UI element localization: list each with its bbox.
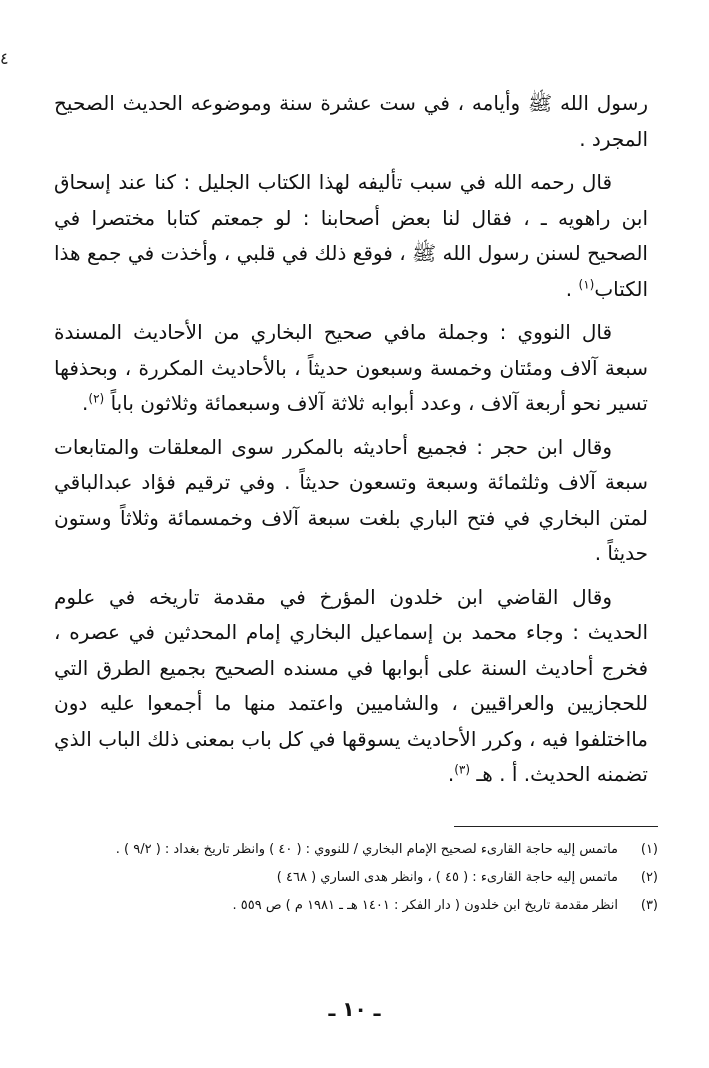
- footnote-number: (٣): [640, 898, 658, 913]
- footnote-number: (١): [640, 842, 658, 857]
- paragraph-5-tail: .: [447, 762, 455, 786]
- paragraph-2-tail: .: [565, 276, 579, 301]
- footnote-1: [54, 836, 658, 864]
- paragraph-4: [54, 430, 648, 572]
- footnote-3: [54, 892, 658, 920]
- footnotes: [54, 836, 658, 920]
- paragraph-2: [54, 165, 648, 307]
- main-text: [54, 86, 648, 793]
- footnote-text: انظر مقدمة تاريخ ابن خلدون ( دار الفكر : ١٤٠١ هـ ـ ١٩٨١ م ) ص ٥٥٩ .: [232, 898, 618, 913]
- footnote-text: ماتمس إليه حاجة القارىء : ( ٤٥ ) ، وانظر هدى الساري ( ٤٦٨ ): [276, 870, 618, 885]
- paragraph-5-text: وقال القاضي ابن خلدون المؤرخ في مقدمة تاريخه في علوم الحديث : وجاء محمد بن إسماعيل البخاري إمام المحدثين في عصره ، فخرج أحاديث السنة على أبوابها في مسنده الصحيح بجميع الطرق التي للحجازيين والعراقيين ، والشاميين واعتمد منها ما أجمعوا عليه دون مااختلفوا فيه ، وكرر الأحاديث يسوقها في كل باب بمعنى ذلك الباب الذي تضمنه الحديث. أ . هـ: [54, 584, 648, 786]
- footnote-ref-3[interactable]: (٣): [454, 762, 471, 777]
- footnote-text: ماتمس إليه حاجة القارىء لصحيح الإمام البخاري / للنووي : ( ٤٠ ) وانظر تاريخ بغداد : ( ٩/٢ ) .: [115, 842, 618, 857]
- footnote-2: [54, 864, 658, 892]
- paragraph-3-text: قال النووي : وجملة مافي صحيح البخاري من الأحاديث المسندة سبعة آلاف ومئتان وخمسة وسبعون حديثاً ، بالأحاديث المكررة ، وبحذفها تسير نحو أربعة آلاف ، وعدد أبوابه ثلاثة آلاف وسبعمائة وثلاثون باباً: [54, 320, 648, 415]
- edge-mark: ٤: [0, 49, 9, 68]
- paragraph-3: [54, 315, 648, 422]
- footnote-number: (٢): [640, 870, 658, 885]
- footnote-ref-2[interactable]: (٢): [88, 391, 105, 406]
- paragraph-2-text: قال رحمه الله في سبب تأليفه لهذا الكتاب الجليل : كنا عند إسحاق ابن راهويه ـ ، فقال لنا بعض أصحابنا : لو جمعتم كتابا مختصرا في الصحيح لسنن رسول الله ﷺ ، فوقع ذلك في قلبي ، وأخذت في جمع هذا الكتاب: [54, 170, 648, 301]
- footnote-separator: [454, 826, 658, 827]
- footnote-ref-1[interactable]: (١): [578, 276, 595, 291]
- paragraph-5: [54, 580, 648, 793]
- paragraph-4-text: وقال ابن حجر : فجميع أحاديثه بالمكرر سوى المعلقات والمتابعات سبعة آلاف وثلثمائة وسبعة وتسعون حديثاً . وفي ترقيم فؤاد عبدالباقي لمتن البخاري في فتح الباري بلغت سبعة آلاف وخمسمائة وثلاثاً وستون حديثاً .: [54, 434, 648, 565]
- paragraph-3-tail: .: [82, 391, 89, 415]
- paragraph-1: [54, 86, 648, 157]
- page-number: ـ ١٠ ـ: [328, 997, 381, 1021]
- paragraph-1-text: رسول الله ﷺ وأيامه ، في ست عشرة سنة وموضوعه الحديث الصحيح المجرد .: [54, 91, 648, 151]
